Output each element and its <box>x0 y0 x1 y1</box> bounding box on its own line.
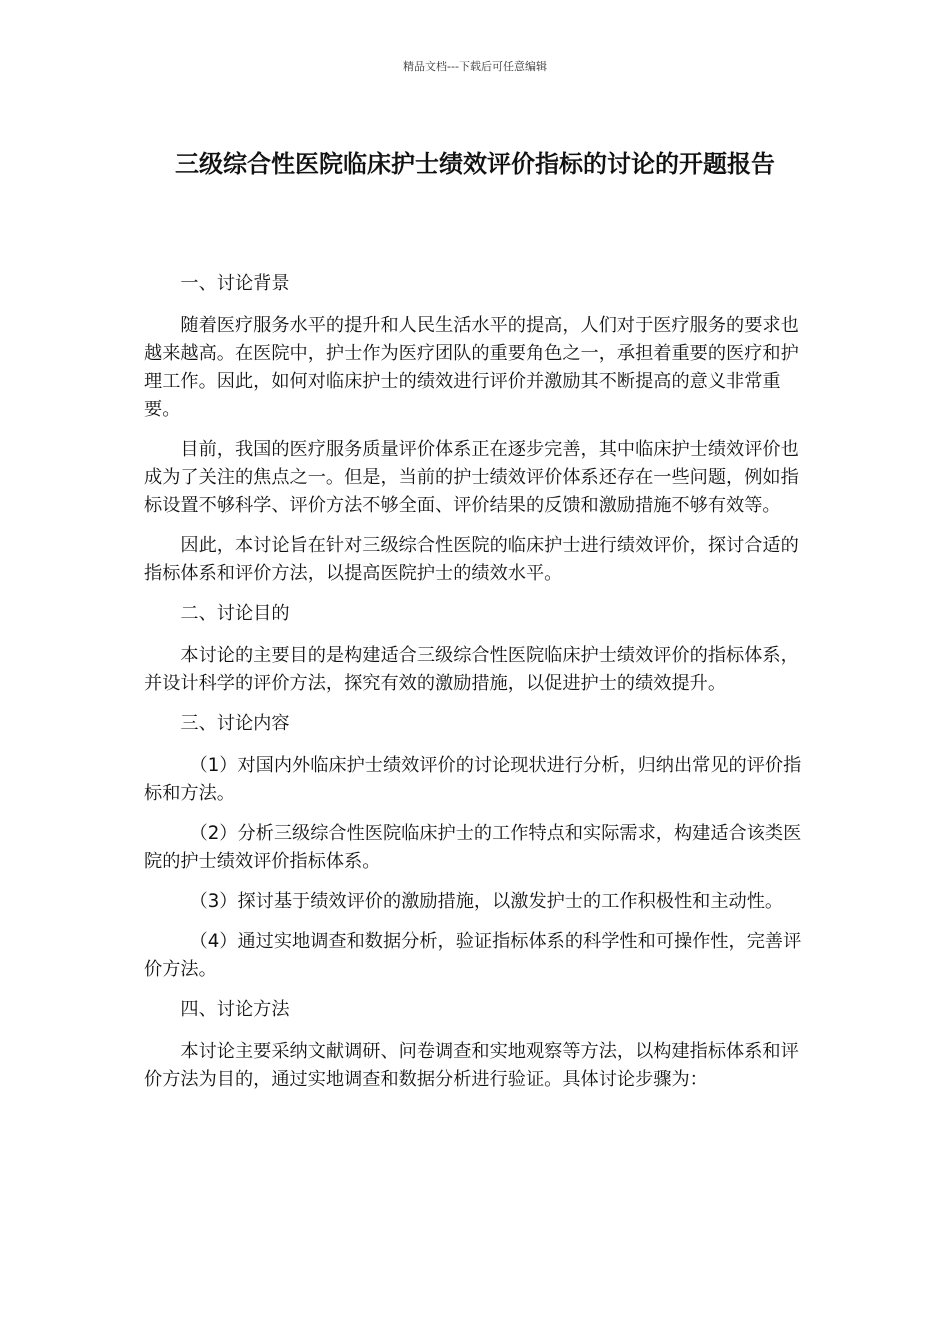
list-item: （1）对国内外临床护士绩效评价的讨论现状进行分析，归纳出常见的评价指标和方法。 <box>144 755 802 804</box>
list-item: （4）通过实地调查和数据分析，验证指标体系的科学性和可操作性，完善评价方法。 <box>144 931 802 980</box>
paragraph: 本讨论主要采纳文献调研、问卷调查和实地观察等方法，以构建指标体系和评价方法为目的，通过实地调查和数据分析进行验证。具体讨论步骤为： <box>144 1041 799 1090</box>
paragraph: 目前，我国的医疗服务质量评价体系正在逐步完善，其中临床护士绩效评价也成为了关注的焦点之一。但是，当前的护士绩效评价体系还存在一些问题，例如指标设置不够科学、评价方法不够全面、评价结果的反馈和激励措施不够有效等。 <box>144 439 799 516</box>
page-header-note: 精品文档---下载后可任意编辑 <box>403 60 547 73</box>
list-item: （3）探讨基于绩效评价的激励措施，以激发护士的工作积极性和主动性。 <box>189 891 784 912</box>
paragraph: 本讨论的主要目的是构建适合三级综合性医院临床护士绩效评价的指标体系，并设计科学的评价方法，探究有效的激励措施，以促进护士的绩效提升。 <box>144 645 799 694</box>
list-item: （2）分析三级综合性医院临床护士的工作特点和实际需求，构建适合该类医院的护士绩效评价指标体系。 <box>144 823 802 872</box>
section-heading-methods: 四、讨论方法 <box>180 999 290 1020</box>
document-title: 三级综合性医院临床护士绩效评价指标的讨论的开题报告 <box>175 150 775 178</box>
document-body <box>144 270 816 1106</box>
paragraph: 因此，本讨论旨在针对三级综合性医院的临床护士进行绩效评价，探讨合适的指标体系和评价方法，以提高医院护士的绩效水平。 <box>144 535 799 584</box>
paragraph: 随着医疗服务水平的提升和人民生活水平的提高，人们对于医疗服务的要求也越来越高。在医院中，护士作为医疗团队的重要角色之一，承担着重要的医疗和护理工作。因此，如何对临床护士的绩效进行评价并激励其不断提高的意义非常重要。 <box>144 315 799 420</box>
section-heading-background: 一、讨论背景 <box>180 273 290 294</box>
section-heading-purpose: 二、讨论目的 <box>180 603 290 624</box>
section-heading-content: 三、讨论内容 <box>180 713 290 734</box>
